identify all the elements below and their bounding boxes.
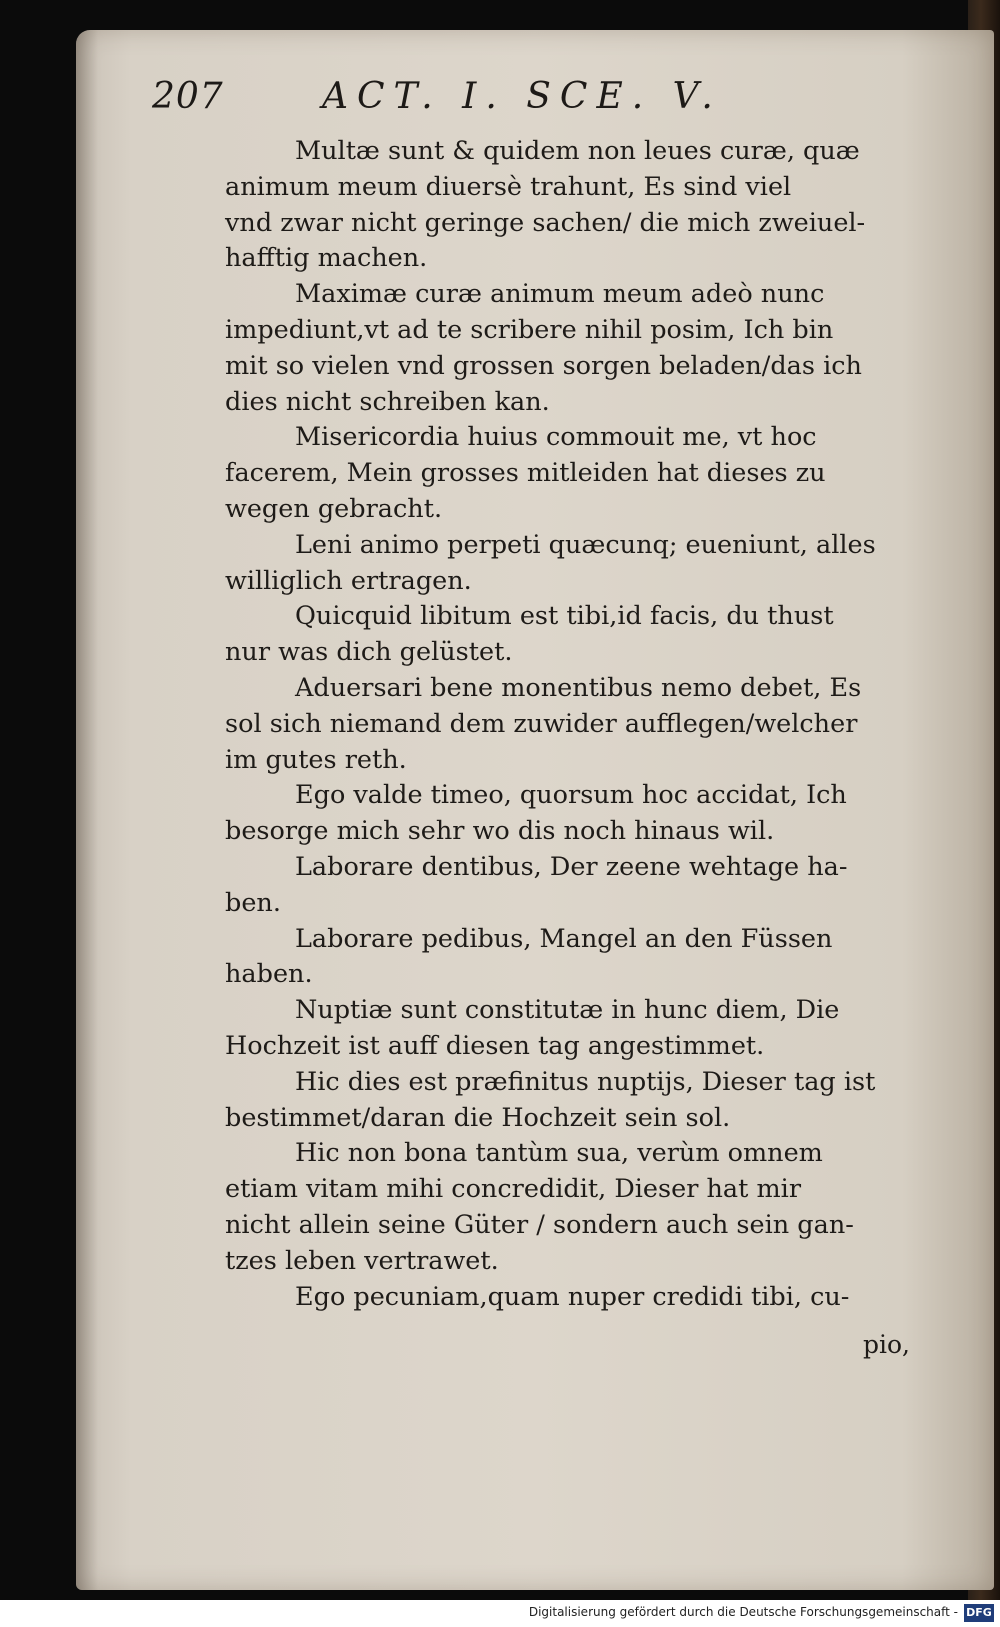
text-line: Hic dies est præfinitus nuptijs, Dieser tag ist (295, 1066, 876, 1097)
page-text (225, 134, 915, 1315)
text-line: facerem, Mein grosses mitleiden hat dieses zu (225, 458, 826, 489)
text-line: Misericordia huius commouit me, vt hoc (295, 422, 817, 453)
funding-credit: Digitalisierung gefördert durch die Deutsche Forschungsgemeinschaft - (528, 1605, 958, 1619)
vocab-entry (225, 277, 915, 420)
text-line: Quicquid libitum est tibi,id facis, du thust (295, 601, 834, 632)
vocab-entry (225, 1280, 915, 1316)
text-line: bestimmet/daran die Hochzeit sein sol. (225, 1102, 731, 1133)
text-line: Aduersari bene monentibus nemo debet, Es (295, 672, 862, 703)
text-line: wegen gebracht. (225, 493, 443, 524)
text-line: Laborare pedibus, Mangel an den Füssen (295, 923, 833, 954)
text-line: tzes leben vertrawet. (225, 1245, 499, 1276)
vocab-entry (225, 671, 915, 778)
text-line: dies nicht schreiben kan. (225, 386, 550, 417)
running-head: ACT. I. SCE. V. (322, 76, 722, 117)
vocab-entry (225, 134, 915, 277)
text-line: impediunt,vt ad te scribere nihil posim, Ich bin (225, 314, 834, 345)
text-line: besorge mich sehr wo dis noch hinaus wil. (225, 816, 775, 847)
text-line: Ego pecuniam,quam nuper credidi tibi, cu- (295, 1281, 850, 1312)
text-line: Ego valde timeo, quorsum hoc accidat, Ich (295, 780, 847, 811)
text-line: Laborare dentibus, Der zeene wehtage ha- (295, 851, 848, 882)
text-line: nur was dich gelüstet. (225, 637, 513, 668)
text-line: haben. (225, 959, 313, 990)
text-line: etiam vitam mihi concredidit, Dieser hat mir (225, 1174, 802, 1205)
text-line: Hic non bona tantùm sua, verùm omnem (295, 1138, 823, 1169)
vocab-entry (225, 778, 915, 850)
vocab-entry (225, 420, 915, 527)
dfg-logo: DFG (964, 1604, 994, 1622)
digitization-footer (0, 1600, 1000, 1627)
text-line: Multæ sunt & quidem non leues curæ, quæ (295, 136, 860, 166)
vocab-entry (225, 993, 915, 1065)
vocab-entry (225, 850, 915, 922)
page-number: 207 (152, 76, 224, 117)
catchword: pio, (863, 1330, 910, 1359)
text-line: nicht allein seine Güter / sondern auch sein gan- (225, 1209, 854, 1240)
vocab-entry (225, 922, 915, 994)
text-line: Maximæ curæ animum meum adeò nunc (295, 279, 825, 310)
vocab-entry (225, 528, 915, 600)
vocab-entry (225, 1136, 915, 1279)
vocab-entry (225, 1065, 915, 1137)
text-line: Nuptiæ sunt constitutæ in hunc diem, Die (295, 995, 840, 1026)
text-line: Hochzeit ist auff diesen tag angestimmet. (225, 1030, 765, 1061)
text-line: animum meum diuersè trahunt, Es sind viel (225, 171, 792, 202)
text-line: mit so vielen vnd grossen sorgen beladen/das ich (225, 350, 862, 381)
text-line: hafftig machen. (225, 243, 428, 274)
text-line: im gutes reth. (225, 744, 407, 775)
text-line: Leni animo perpeti quæcunq; eueniunt, alles (295, 529, 876, 560)
text-line: sol sich niemand dem zuwider aufflegen/welcher (225, 708, 858, 739)
vocab-entry (225, 599, 915, 671)
page-header (152, 76, 772, 126)
text-line: ben. (225, 887, 281, 918)
text-line: vnd zwar nicht geringe sachen/ die mich zweiuel- (225, 207, 866, 238)
text-line: williglich ertragen. (225, 565, 472, 596)
